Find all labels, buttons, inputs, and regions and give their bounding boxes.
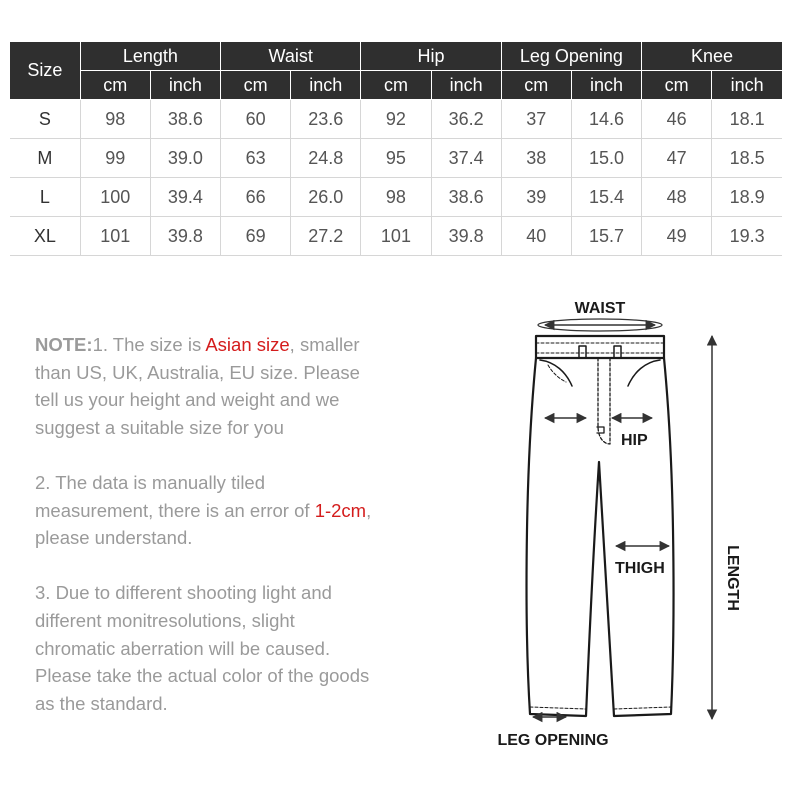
table-cell: 19.3: [712, 217, 782, 256]
table-cell: 63: [221, 139, 291, 178]
table-cell: 38.6: [431, 178, 501, 217]
unit-inch: inch: [431, 71, 501, 100]
table-cell: 60: [221, 100, 291, 139]
unit-inch: inch: [712, 71, 782, 100]
table-cell: 39: [501, 178, 571, 217]
table-cell: 49: [642, 217, 712, 256]
waist-header: Waist: [221, 42, 361, 71]
note-text: , please understand.: [35, 499, 372, 549]
table-cell: 98: [361, 178, 431, 217]
trousers-outline: [526, 336, 673, 716]
table-cell: 46: [642, 100, 712, 139]
unit-cm: cm: [80, 71, 150, 100]
note-text: , smaller than US, UK, Australia, EU size. Please tell us your height and weight and we suggest a suitable size for you: [35, 334, 360, 438]
table-header-groups: [10, 42, 782, 71]
note-highlight: Asian size: [205, 334, 290, 355]
table-cell: 99: [80, 139, 150, 178]
size-column-header: Size: [10, 42, 80, 100]
table-cell: 36.2: [431, 100, 501, 139]
leg-opening-label: LEG OPENING: [497, 732, 609, 749]
size-note: [35, 331, 375, 745]
note-text: 2. The data is manually tiled measurement, there is an error of: [35, 471, 315, 521]
unit-inch: inch: [150, 71, 220, 100]
unit-cm: cm: [361, 71, 431, 100]
note-paragraph-3: 3. Due to different shooting light and different monitresolutions, slight chromatic aberration will be caused. Please take the actual color of the goods as the standard.: [35, 582, 370, 714]
length-label: LENGTH: [724, 545, 741, 611]
table-cell: 18.9: [712, 178, 782, 217]
table-cell: 39.8: [150, 217, 220, 256]
table-row: [10, 100, 782, 139]
note-paragraph-2: [35, 469, 375, 552]
unit-cm: cm: [642, 71, 712, 100]
unit-cm: cm: [501, 71, 571, 100]
table-row: [10, 178, 782, 217]
table-row: [10, 217, 782, 256]
table-cell: 95: [361, 139, 431, 178]
table-cell: 66: [221, 178, 291, 217]
note-highlight: 1-2cm: [314, 499, 367, 521]
unit-inch: inch: [291, 71, 361, 100]
hip-label: HIP: [621, 432, 648, 449]
table-cell: 39.4: [150, 178, 220, 217]
note-paragraph-1: [35, 331, 375, 441]
table-cell: 23.6: [291, 100, 361, 139]
size-cell: L: [10, 178, 80, 217]
size-cell: M: [10, 139, 80, 178]
table-row: [10, 139, 782, 178]
unit-inch: inch: [571, 71, 641, 100]
table-header-units: [10, 71, 782, 100]
knee-header: Knee: [642, 42, 782, 71]
size-chart-table: [10, 42, 782, 256]
table-cell: 27.2: [291, 217, 361, 256]
table-cell: 100: [80, 178, 150, 217]
note-label: NOTE:: [35, 334, 93, 355]
table-cell: 18.1: [712, 100, 782, 139]
table-cell: 38.6: [150, 100, 220, 139]
unit-cm: cm: [221, 71, 291, 100]
table-cell: 39.0: [150, 139, 220, 178]
table-cell: 26.0: [291, 178, 361, 217]
size-cell: XL: [10, 217, 80, 256]
table-cell: 92: [361, 100, 431, 139]
table-cell: 48: [642, 178, 712, 217]
length-header: Length: [80, 42, 220, 71]
thigh-label: THIGH: [615, 560, 665, 577]
table-cell: 14.6: [571, 100, 641, 139]
table-cell: 101: [80, 217, 150, 256]
waist-measure-arrow: [538, 319, 662, 331]
size-cell: S: [10, 100, 80, 139]
hip-header: Hip: [361, 42, 501, 71]
table-cell: 15.0: [571, 139, 641, 178]
note-text: 1. The size is: [92, 334, 206, 355]
table-cell: 15.4: [571, 178, 641, 217]
table-cell: 39.8: [431, 217, 501, 256]
table-cell: 101: [361, 217, 431, 256]
table-cell: 38: [501, 139, 571, 178]
table-cell: 98: [80, 100, 150, 139]
table-cell: 47: [642, 139, 712, 178]
waist-label: WAIST: [574, 300, 626, 317]
table-cell: 37.4: [431, 139, 501, 178]
table-cell: 15.7: [571, 217, 641, 256]
table-cell: 40: [501, 217, 571, 256]
leg-opening-header: Leg Opening: [501, 42, 641, 71]
table-cell: 69: [221, 217, 291, 256]
table-cell: 24.8: [291, 139, 361, 178]
table-cell: 37: [501, 100, 571, 139]
table-cell: 18.5: [712, 139, 782, 178]
